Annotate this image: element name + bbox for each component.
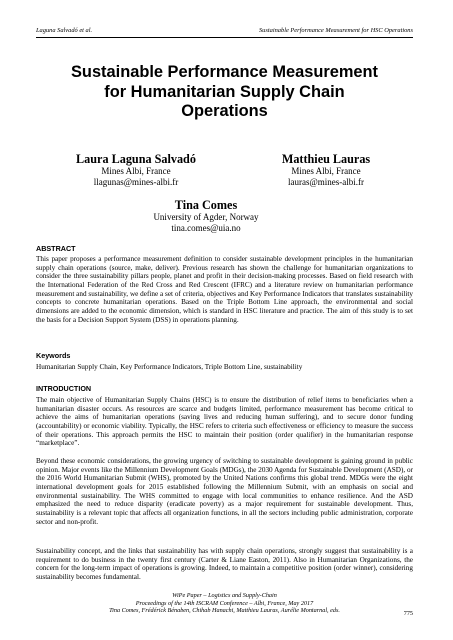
footer-track: WiPe Paper – Logistics and Supply-Chain: [172, 592, 277, 599]
author-block: [126, 198, 286, 234]
page-footer: [36, 592, 413, 615]
introduction-paragraph: Sustainability concept, and the links that sustainability has with supply chain operations, strongly suggest that sustainability is a requirement to do business in the twenty first century (Carter & Liane Easton, 2011). Also in Humanitarian Organizations, the concern for the long-term impact of operations is growing. Indeed, to maintain a competitive position (order winner), considering sustainability becomes fundamental.: [36, 547, 413, 581]
author-affiliation: Mines Albi, France: [291, 166, 361, 176]
footer-proceedings: Proceedings of the 14th ISCRAM Conference – Albi, France, May 2017: [135, 599, 314, 607]
author-affiliation: University of Agder, Norway: [153, 212, 259, 222]
author-email: lauras@mines-albi.fr: [287, 177, 364, 187]
running-header: [36, 27, 413, 37]
author-email: llagunas@mines-albi.fr: [93, 177, 179, 187]
author-name: Tina Comes: [174, 198, 238, 212]
abstract-heading: ABSTRACT: [36, 244, 76, 253]
introduction-paragraph: Beyond these economic considerations, the growing urgency of switching to sustainable development is gaining ground in public opinion. Major events like the Millennium Development Goals (MDGs), the 2030 Agenda for Sustainable Development (ASD), or the 2016 World Humanitarian Submit (WHS), promoted by the United Nations confirms this global trend. MDGs were the eight international development goals for 2015 established following the Millennium Submit, with an emphasis on social and environmental sustainability. The WHS committed to engage with local communities to enhance resilience. And the ASD emphasized the need to reduce disparity (eradicate poverty) as a major requirement for sustainable development. Thus, sustainability is a relevant topic that affects all organization functions, in all the sectors including public administration, corporate sector and non-profit.: [36, 457, 413, 526]
title-line-2: for Humanitarian Supply Chain: [104, 82, 345, 101]
running-header-authors: Laguna Salvadó et al.: [36, 27, 93, 34]
author-email: tina.comes@uia.no: [171, 223, 241, 233]
introduction-paragraph: The main objective of Humanitarian Supply Chains (HSC) is to ensure the distribution of relief items to beneficiaries when a humanitarian disaster occurs. As resources are scarce and budgets limited, performance measurement has become critical to achieve the aims of humanitarian operations (saving lives and reducing human suffering), and to secure donor funding (accountability) or economic viability. Typically, the HSC refers to criteria such effectiveness or efficiency to measure the success of their operations. This approach permits the HSC to maintain their position (order qualifier) in the humanitarian response “marketplace”.: [36, 396, 413, 448]
abstract-text: This paper proposes a performance measurement definition to consider sustainable development principles in the humanitarian supply chain operations (source, make, deliver). Previous research has shown the challenge for humanitarian organizations to consider the three sustainability pillars people, planet and profit in their decision-making processes. Based on field research with the International Federation of the Red Cross and Red Crescent (IFRC) and a literature review on humanitarian performance measurement and sustainability, we define a set of criteria, objectives and Key Performance Indicators that translates sustainability concepts to concrete humanitarian operations. Based on the Triple Bottom Line approach, the environmental and social dimensions are added to the economic dimension, which is standard in HSC literature and practice. The aim of this study is to set the basis for a Decision Support System (DSS) in operations planning.: [36, 255, 413, 324]
title-line-3: Operations: [181, 102, 268, 120]
author-name: Matthieu Lauras: [281, 152, 371, 166]
title-line-1: Sustainable Performance Measurement: [71, 63, 378, 81]
footer-editors: Tina Comes, Frédérick Bénaben, Chihab Hanachi, Matthieu Lauras, Aurélie Montarnal, eds.: [109, 607, 340, 615]
keywords-heading: Keywords: [36, 351, 71, 360]
header-divider: [36, 37, 413, 38]
introduction-heading: INTRODUCTION: [36, 384, 92, 393]
author-block: [56, 152, 216, 188]
author-block: [246, 152, 406, 188]
running-header-title: Sustainable Performance Measurement for HSC Operations: [258, 27, 413, 34]
author-affiliation: Mines Albi, France: [101, 166, 171, 176]
page-number: 775: [403, 610, 413, 617]
paper-title: [36, 63, 413, 122]
keywords-text: Humanitarian Supply Chain, Key Performance Indicators, Triple Bottom Line, sustainability: [36, 363, 303, 371]
author-name: Laura Laguna Salvadó: [76, 152, 196, 166]
